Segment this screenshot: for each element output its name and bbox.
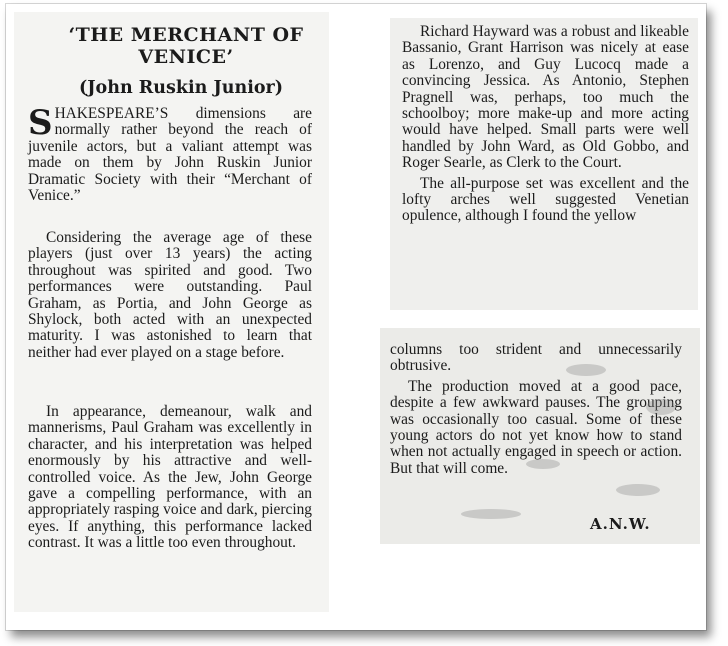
print-speckle (646, 399, 676, 415)
review-title: ‘THE MERCHANT OF VENICE’ (68, 24, 304, 68)
author-signature: A.N.W. (590, 515, 651, 533)
review-subtitle: (John Ruskin Junior) (78, 78, 284, 98)
print-speckle (526, 459, 560, 469)
print-speckle (461, 509, 521, 519)
right-column-bottom (390, 342, 682, 477)
print-speckle (616, 484, 660, 496)
paragraph-1 (28, 103, 312, 205)
print-speckle (566, 364, 606, 376)
paragraph-2: Considering the average age of these players (just over 13 years) the acting throughout was spirited and good. Two performances were outstanding. Paul Graham, as Portia, and John George as Shylock, both acted with an unexpected maturity. I was astonished to learn that neither had ever played on a stage before. (28, 229, 312, 361)
paragraph-3: In appearance, demeanour, walk and mannerisms, Paul Graham was excellently in character, and his interpretation was helped enormously by his attractive and well-controlled voice. As the Jew, John George gave a compelling performance, with an appropriately rasping voice and dark, piercing eyes. If anything, this performance lacked contrast. It was a little too even throughout. (28, 403, 312, 552)
paragraph-1-text: HAKESPEARE’S dimensions are normally rather beyond the reach of juvenile actors, but a valiant attempt was made on them by John Ruskin Junior Dramatic Society with their “Merchant of Venice.” (28, 105, 312, 205)
clipping-frame (6, 4, 706, 630)
paragraph-4: Richard Hayward was a robust and likeable Bassanio, Grant Harrison was nicely at ease as Lorenzo, and Guy Lucocq made a convincing Jessica. As Antonio, Stephen Pragnell was, perhaps, too much the schoolboy; more make-up and more acting would have helped. Small parts were well handled by John Ward, as Old Gobbo, and Roger Searle, as Clerk to the Court. (402, 23, 689, 172)
paragraph-6: The production moved at a good pace, despite a few awkward pauses. The grouping was occasionally too casual. Some of these young actors do not yet know how to stand when not actually engaged in speech or action. But that will come. (390, 377, 682, 477)
right-column-top (402, 24, 689, 225)
paragraph-5-start: The all-purpose set was excellent and the lofty arches well suggested Venetian opulence, although I found the yellow (402, 174, 689, 225)
drop-cap: S (28, 103, 53, 143)
paragraph-5-end: columns too strident and unnecessarily obtrusive. (390, 341, 682, 375)
